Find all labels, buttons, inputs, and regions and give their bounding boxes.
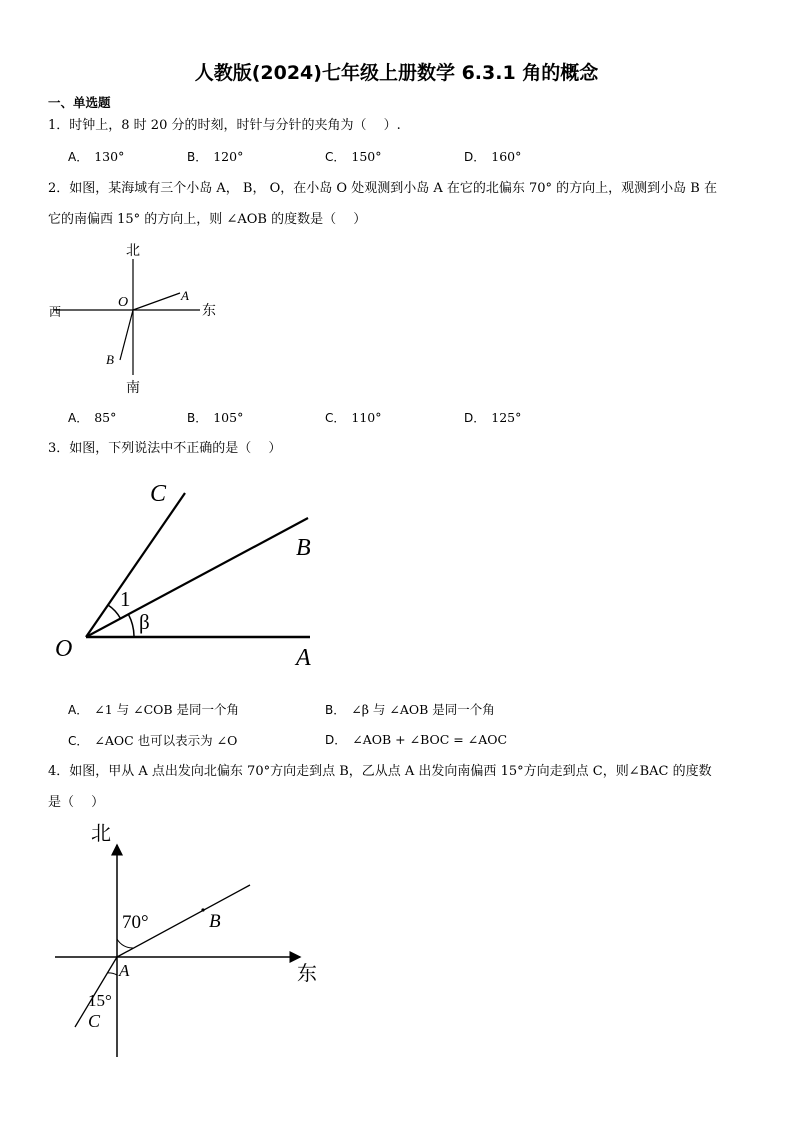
label-o: O [55, 636, 73, 662]
option-letter: C． [325, 150, 346, 164]
label-b: B [296, 535, 311, 561]
question-2-line-2: 它的南偏西 15° 的方向上，则 ∠AOB 的度数是（ ） [48, 212, 367, 227]
label-east: 东 [202, 304, 216, 319]
q1-option-a[interactable] [68, 148, 124, 165]
q3-option-d[interactable] [325, 731, 507, 748]
label-a: A [181, 288, 189, 303]
label-east: 东 [297, 963, 317, 985]
ray-oa [133, 293, 180, 310]
option-letter: C． [325, 411, 346, 425]
arc-1 [108, 605, 121, 619]
question-4-line-2: 是（ ） [48, 795, 105, 810]
question-2-line-1: 2．如图，某海域有三个小岛 A， B， O，在小岛 O 处观测到小岛 A 在它的北偏东 70° 的方向上，观测到小岛 B 在 [48, 181, 717, 196]
q3-option-b[interactable] [325, 700, 495, 718]
option-letter: B． [187, 150, 208, 164]
option-text: 105° [213, 410, 244, 425]
label-north: 北 [91, 823, 111, 845]
label-b: B [209, 911, 221, 932]
option-letter: A． [68, 411, 89, 425]
q2-option-a[interactable] [68, 409, 116, 426]
label-north: 北 [126, 244, 140, 259]
option-text: 85° [94, 410, 117, 425]
label-o: O [118, 295, 129, 310]
q2-option-b[interactable] [187, 409, 243, 426]
label-15-degrees: 15° [88, 991, 112, 1010]
label-70-degrees: 70° [122, 912, 149, 933]
label-b: B [106, 352, 114, 367]
option-text: 160° [491, 149, 522, 164]
option-letter: D． [464, 150, 486, 164]
arc-15 [107, 973, 117, 975]
q1-option-d[interactable] [464, 148, 521, 165]
option-text: 130° [94, 149, 125, 164]
option-text: ∠β 与 ∠AOB 是同一个角 [351, 702, 495, 717]
question-1-text: 1．时钟上，8 时 20 分的时刻，时针与分针的夹角为（ ）. [48, 118, 401, 133]
label-a: A [119, 961, 130, 980]
option-text: ∠1 与 ∠COB 是同一个角 [94, 702, 240, 717]
option-letter: C． [68, 734, 89, 748]
ray-ob [86, 518, 308, 637]
option-letter: D． [325, 733, 347, 747]
option-letter: B． [325, 703, 346, 717]
label-angle-beta: β [139, 610, 150, 634]
q4-figure-compass [45, 815, 335, 1065]
label-south: 南 [126, 381, 140, 396]
option-text: 110° [351, 410, 382, 425]
q3-option-c[interactable] [68, 731, 237, 749]
arc-beta [129, 615, 135, 638]
ray-oc [86, 493, 185, 637]
q2-figure-compass [40, 235, 230, 400]
option-text: 150° [351, 149, 382, 164]
label-c: C [88, 1011, 101, 1031]
label-c: C [150, 481, 167, 507]
option-text: 120° [213, 149, 244, 164]
page-title: 人教版(2024)七年级上册数学 6.3.1 角的概念 [194, 62, 599, 84]
label-west: 西 [49, 305, 62, 319]
question-3-text: 3．如图，下列说法中不正确的是（ ） [48, 441, 282, 456]
section-heading: 一、单选题 [48, 95, 111, 110]
q1-option-b[interactable] [187, 148, 243, 165]
q2-option-d[interactable] [464, 409, 521, 426]
option-letter: B． [187, 411, 208, 425]
option-letter: D． [464, 411, 486, 425]
option-letter: A． [68, 703, 89, 717]
option-text: ∠AOC 也可以表示为 ∠O [94, 733, 238, 748]
arc-70 [117, 939, 133, 948]
option-text: 125° [491, 410, 522, 425]
option-text: ∠AOB + ∠BOC = ∠AOC [352, 732, 508, 747]
label-a: A [296, 645, 311, 671]
label-angle-1: 1 [120, 587, 131, 611]
q2-option-c[interactable] [325, 409, 382, 426]
q1-option-c[interactable] [325, 148, 382, 165]
q3-figure-angles [50, 475, 340, 675]
ray-ob [120, 310, 133, 360]
q3-option-a[interactable] [68, 700, 239, 718]
option-letter: A． [68, 150, 89, 164]
point-b [201, 908, 204, 911]
question-4-line-1: 4．如图，甲从 A 点出发向北偏东 70°方向走到点 B，乙从点 A 出发向南偏西 15°方向走到点 C，则∠BAC 的度数 [48, 764, 712, 779]
